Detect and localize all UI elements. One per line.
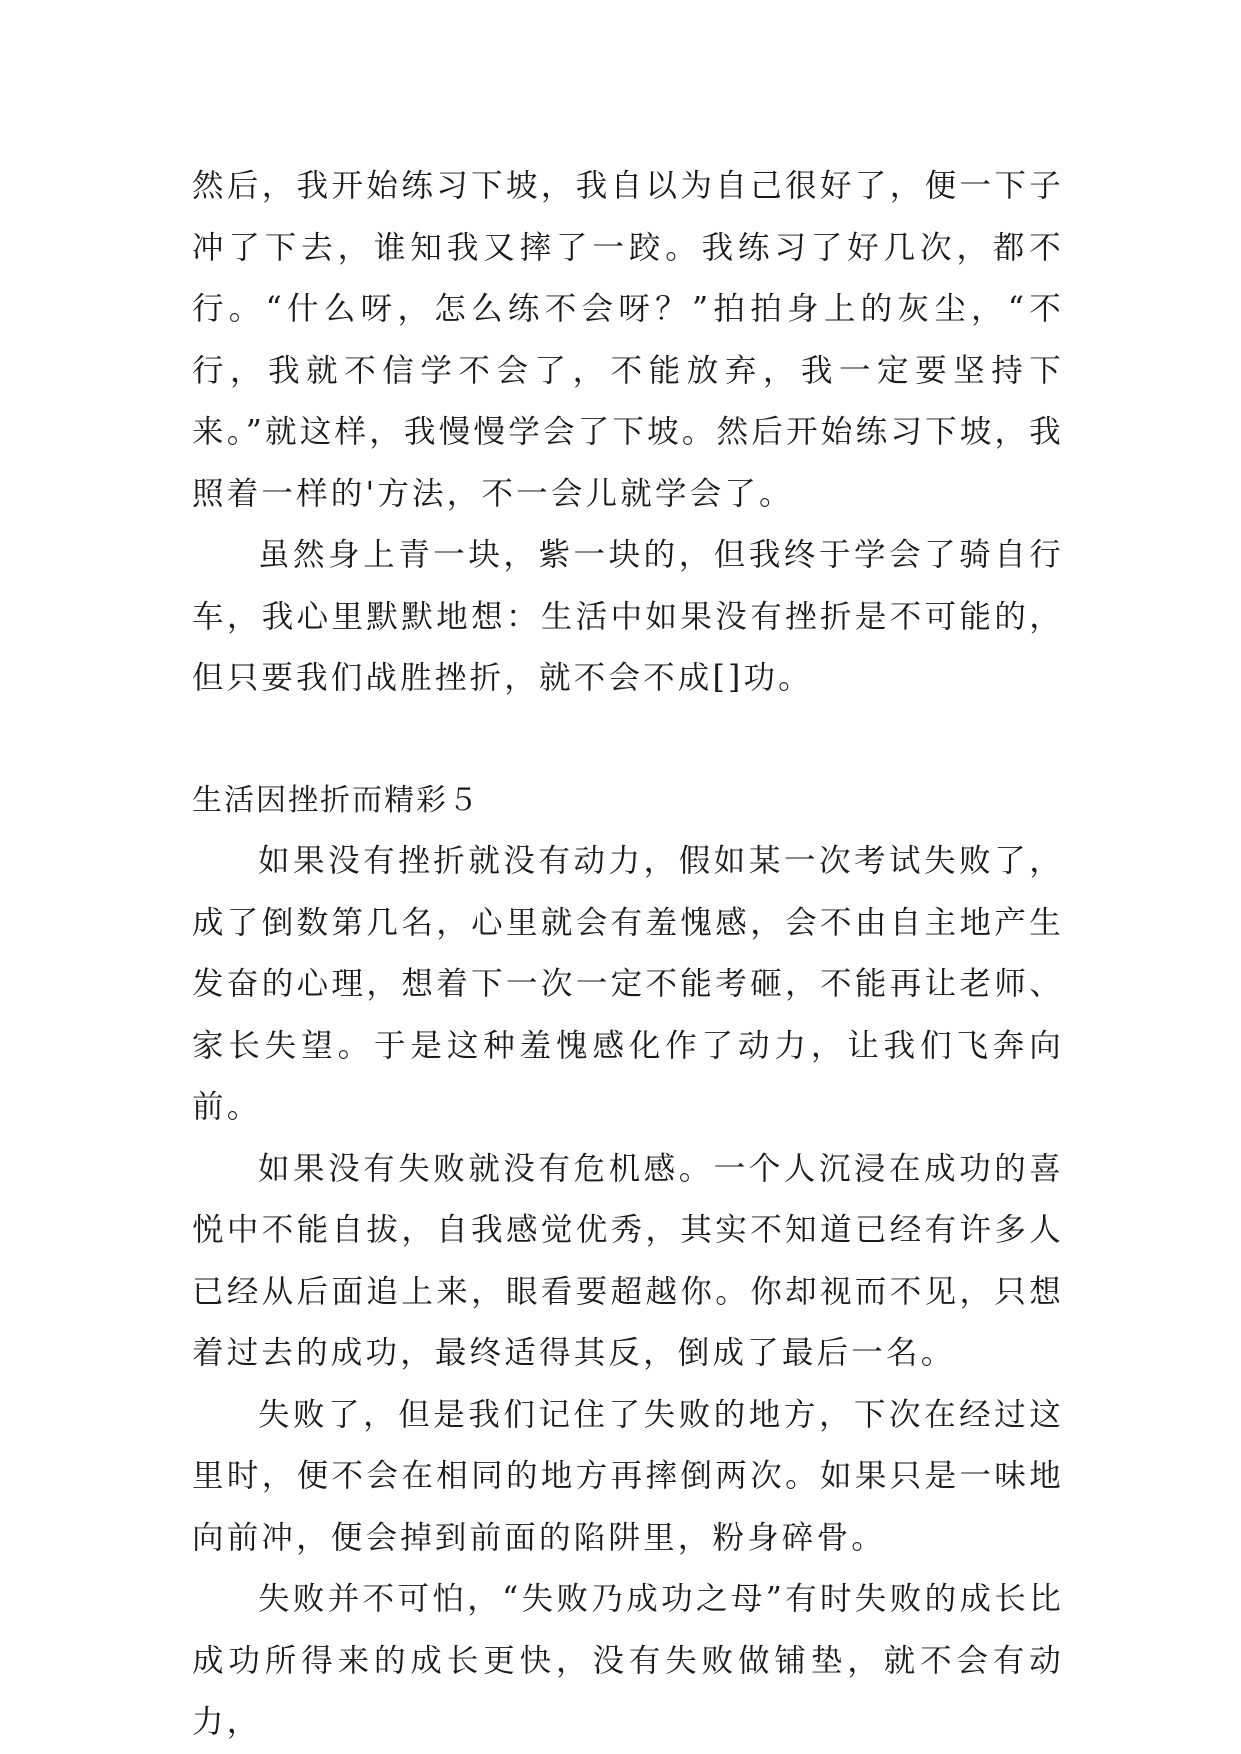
paragraph-failure-not-scary: 失败并不可怕，“失败乃成功之母”有时失败的成长比成功所得来的成长更快，没有失败做铺垫，就不会有动力， bbox=[192, 1581, 1064, 1740]
paragraph-downhill-practice: 然后，我开始练习下坡，我自以为自己很好了，便一下子冲了下去，谁知我又摔了一跤。我练习了好几次，都不行。“什么呀，怎么练不会呀？”拍拍身上的灰尘，“不行，我就不信学不会了，不能放弃，我一定要坚持下来。”就这样，我慢慢学会了下坡。然后开始练习下坡，我照着一样的'方法，不一会儿就学会了。 bbox=[192, 168, 1064, 512]
paragraph-remember-failure: 失败了，但是我们记住了失败的地方，下次在经过这里时，便不会在相同的地方再摔倒两次。如果只是一味地向前冲，便会掉到前面的陷阱里，粉身碎骨。 bbox=[192, 1396, 1064, 1556]
paragraph-setback-motivation: 如果没有挫折就没有动力，假如某一次考试失败了，成了倒数第几名，心里就会有羞愧感，会不由自主地产生发奋的心理，想着下一次一定不能考砸，不能再让老师、家长失望。于是这种羞愧感化作了动力，让我们飞奔向前。 bbox=[192, 843, 1064, 1125]
paragraph-learned-cycling: 虽然身上青一块，紫一块的，但我终于学会了骑自行车，我心里默默地想：生活中如果没有挫折是不可能的，但只要我们战胜挫折，就不会不成[]功。 bbox=[192, 537, 1064, 696]
paragraph-crisis-awareness: 如果没有失败就没有危机感。一个人沉浸在成功的喜悦中不能自拔，自我感觉优秀，其实不知道已经有许多人已经从后面追上来，眼看要超越你。你却视而不见，只想着过去的成功，最终适得其反，倒成了最后一名。 bbox=[192, 1150, 1064, 1371]
section-heading: 生活因挫折而精彩５ bbox=[192, 782, 480, 818]
document-body bbox=[192, 156, 1064, 1754]
